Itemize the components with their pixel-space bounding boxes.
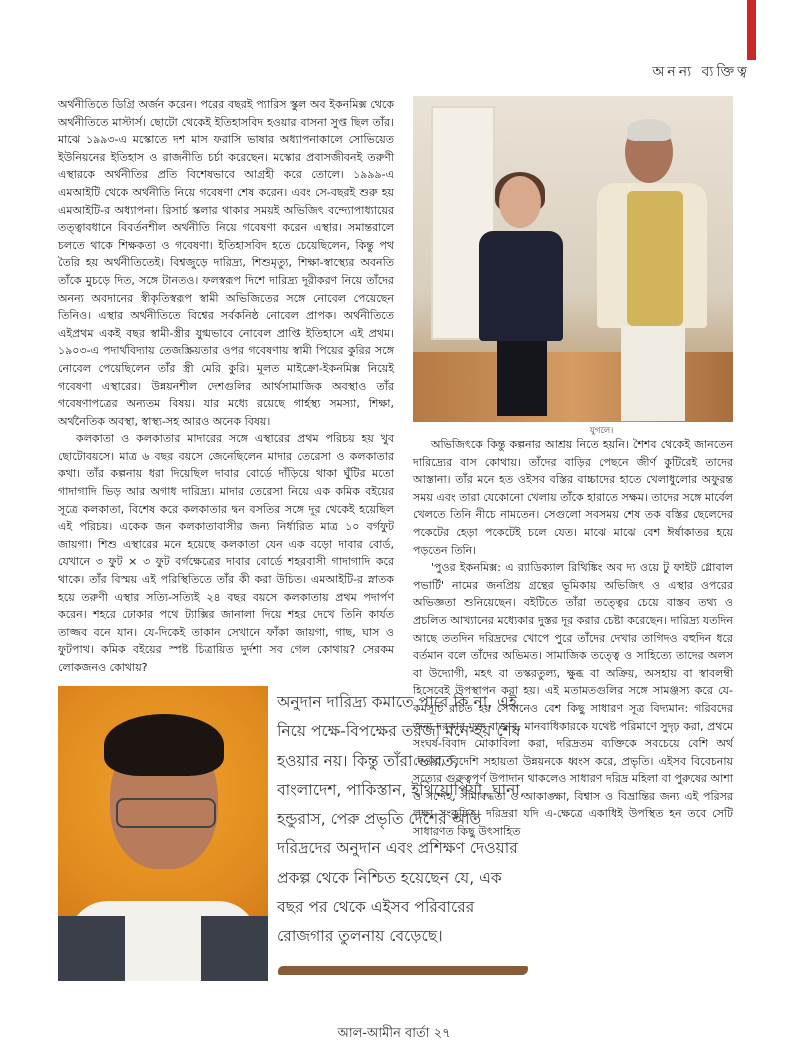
body-paragraph: অভিজিৎকে কিন্তু কল্পনার আশ্রয় নিতে হয়নি। শৈশব থেকেই জানতেন দারিদ্র্যের বাস কোথায়। তাঁদের বাড়ির পেছনে জীর্ণ কুটিরেই তাদের আস্তানা। তাঁর মনে হত ওইসব বস্তির বাচ্চাদের হাতে খেলাধুলোর অফুরন্ত সময় এবং তারা যেকোনো খেলায় তাঁকে হারাতে সক্ষম। তাদের সঙ্গে মার্বেল খেলতে তিনি নীচে নামতেন। সেগুলো সবসময় শেষ তক বস্তির ছেলেদের পকেটের হেড়া পকেটেই চলে যেত। মাঝে মাঝে বেশ ঈর্ষাকাতর হয়ে পড়তেন তিনি। — [413, 438, 733, 557]
brush-stroke-divider — [278, 966, 528, 975]
section-title: অনন্য ব্যক্তিত্ব — [652, 64, 750, 80]
portrait-photo — [58, 686, 268, 981]
pull-quote: অনুদান দারিদ্র্য কমাতে পারে কি না, এই নিয়ে পক্ষে-বিপক্ষের তরজা মনে হয় শেষ হওয়ার নয়। কিন্তু তাঁরা ভারত, বাংলাদেশ, পাকিস্তান, ইথিয়োপিয়া, ঘানা, হন্ডুরাস, পেরু প্রভৃতি দেশের অতি দরিদ্রদের অনুদান এবং প্রশিক্ষণ দেওয়ার প্রকল্প থেকে নিশ্চিত হয়েছেন যে, এক বছর পর থেকে এইসব পরিবারের রোজগার তুলনায় বেড়েছে। — [277, 693, 525, 946]
woman-figure — [473, 176, 568, 416]
body-paragraph: 'পুওর ইকনমিক্স: এ র‍্যাডিক্যাল রিথিঙ্কিং অব দ্য ওয়ে টু ফাইট গ্লোবাল পভার্টি' নামের জনপ্রিয় গ্রন্থের ভূমিকায় অভিজিৎ ও এস্থার ওপরের অভিজ্ঞতা শুনিয়েছেন। বইটিতে তাঁরা তত্ত্বের চেয়ে বাস্তব তথ্য ও প্রচলিত আখ্যানের মধ্যেকার দুস্তর দূর করার চেষ্টা করেছেন। দারিদ্র্য যতদিন আছে ততদিন দরিদ্রদের খোপে পুরে তাঁদের দেখার তাগিদও বহুদিন ধরে বর্তমান বলে তাঁদের অভিমত। সামাজিক তত্ত্বে ও সাহিত্যে তাদের অলস বা উদ্যোগী, মহৎ বা তস্করতুল্য, ক্ষুব্ধ বা অক্রিয়, অসহায় বা স্বাবলম্বী হিসেবেই উপস্থাপন করা হয়। এই মতামতগুলির সঙ্গে সামঞ্জস্য করে যে-কর্মসূচি রচিত হয় সেখানেও বেশ কিছু সাধারণ সূত্র বিদ্যমান: গরিবদের জন্য দরকার মুক্ত বাজার, মানবাধিকারকে যথেষ্ট পরিমাণে সুদৃঢ় করা, প্রথমে সংঘর্ষ-বিবাদ মোকাবিলা করা, দরিদ্রতম ব্যক্তিকে সবচেয়ে বেশি অর্থ দেওয়া, বিদেশি সহায়তা উন্নয়নকে ধ্বংস করে, প্রভৃতি। এইসব বিবেচনায় সত্যের গুরুত্বপূর্ণ উপাদান থাকলেও সাধারণ দরিদ্র মহিলা বা পুরুষের আশা ও সন্দেহ, সীমাবদ্ধতা ও আকাঙ্ক্ষা, বিশ্বাস ও বিভ্রান্তির জন্য এই পরিসর লক্ষ্য সংকুচিত। দরিদ্ররা যদি এ-ক্ষেত্রে একাধিই উপস্থিত হন তবে সেটি সাধারণত কিছু উৎসাহিত — [413, 561, 733, 839]
body-paragraph: অর্থনীতিতে ডিগ্রি অর্জন করেন। পরের বছরই প্যারিস স্কুল অব ইকনমিক্স থেকে অর্থনীতিতে মাস্টার্স। ছোটো থেকেই ইতিহাসবিদ হওয়ার বাসনা সুপ্ত ছিল তাঁর। মাঝে ১৯৯৩-এ মস্কোতে দশ মাস ফরাসি ভাষার অধ্যাপনাকালে সোভিয়েত ইউনিয়নের ইতিহাস ও রাজনীতি চর্চা করেছেন। মস্কোর প্রবাসজীবনই তরুণী এস্থারকে অর্থনীতির প্রতি বিশেষভাবে আগ্রহী করে তোলে। ১৯৯৯-এ এমআইটি থেকে অর্থনীতি নিয়ে গবেষণা শেষ করেন। এবং সে-বছরই শুরু হয় এমআইটি-র অধ্যাপনা। রিসার্চ স্কলার থাকার সময়ই অভিজিৎ বন্দ্যোপাধ্যায়ের তত্ত্বাবধানে বিবর্তনশীল অর্থনীতি নিয়ে গবেষণা করেন এস্থার। সমান্তরালে চলতে থাকে শিক্ষকতা ও গবেষণা। ইতিহাসবিদ হতে চেয়েছিলেন, কিন্তু পথ তৈরি হয় অর্থনীতিতেই। বিশ্বজুড়ে দারিদ্র্য, শিশুমৃত্যু, শিক্ষা-স্বাস্থ্যের অবনতি তাঁকে মুচড়ে দিত, সঙ্গে টানতও। ফলস্বরূপ দিশে দারিদ্র্য দূরীকরণ নিয়ে তাঁদের অনন্য অবদানের স্বীকৃতিস্বরূপ স্বামী অভিজিতের সঙ্গে নোবেল পেয়েছেন তিনিও। এস্থার অর্থনীতিতে বিশ্বের সর্বকনিষ্ঠ নোবেল প্রাপক। অর্থনীতিতে এইপ্রথম একই বছর স্বামী-স্ত্রীর যুগ্মভাবে নোবেল প্রাপ্তি ইতিহাসে এই প্রথম। ১৯০৩-এ পদার্থবিদ্যায় তেজস্ক্রিয়তার ওপর গবেষণায় স্বামী পিয়ের কুরির সঙ্গে নোবেল পেয়েছিলেন তাঁর স্ত্রী মেরি কুরি। মূলত মাইক্রো-ইকনমিক্স নিয়েই গবেষণা এস্থারের। উন্নয়নশীল দেশগুলির আর্থসামাজিক অবস্থাও তাঁর গবেষণাপত্রের অন্যতম বিষয়। যার মধ্যে রয়েছে গার্হস্থ্য সমস্যা, শিক্ষা, অর্থনৈতিক অবস্থা, স্বাস্থ্য-সহ আরও অনেক বিষয়। — [58, 98, 394, 428]
photo-caption: যুগলে। — [590, 426, 614, 436]
body-paragraph: কলকাতা ও কলকাতার মাদারের সঙ্গে এস্থারের প্রথম পরিচয় হয় খুব ছোটোবয়সে। মাত্র ৬ বছর বয়সে জেনেছিলেন মাদার তেরেসা ও কলকাতার কথা। তাঁর কল্পনায় ধরা দিয়েছিল দাবার বোর্ডে দাঁড়িয়ে থাকা ঘুঁটির মতো গাদাগাদি ভিড় আর অগাধ দারিদ্র্য। মাদার তেরেসা নিয়ে এক কমিক বইয়ের সূত্রে কলকাতা, বিশেষ করে কলকাতার দ্বন বসতির সঙ্গে দূর থেকেই হয়েছিল এই পরিচয়। একেক জন কলকাতাবাসীর জন্য নির্ধারিত মাত্র ১০ বর্গফুট জায়গা। শিশু এস্থারের মনে হয়েছে কলকাতা যেন এক বড়ো দাবার বোর্ড, যেখানে ৩ ফুট × ৩ ফুট বর্গক্ষেত্রের দাবার বোর্ডে শহরবাসী গাদাগাদি করে থাকে। তাঁর বিস্ময় এই পরিস্থিতিতে তাঁর কী করা উচিত। এমআইটি-র স্নাতক হয়ে তরুণী এস্থার সত্যি-সত্যিই ২৪ বছর বয়সে কলকাতায় প্রথম পদার্পণ করেন। শহরে ঢোকার পথে ট্যাক্সির জানালা দিয়ে শহর দেখে তিনি কার্যত তাজ্জব বনে যান। যে-দিকেই তাকান সেখানে ফাঁকা জায়গা, গাছ, ঘাস ও ফুটপাথ। কমিক বইয়ের স্পষ্ট চিত্রায়িত দুর্দশা সব গেল কোথায়? সেরকম লোকজনও কোথায়? — [58, 432, 394, 674]
glasses — [116, 798, 216, 828]
man-figure — [583, 121, 723, 421]
page-footer: আল-আমীন বার্তা ২৭ — [337, 1026, 451, 1041]
left-column — [58, 96, 394, 677]
accent-bar — [747, 0, 756, 60]
couple-photo — [413, 96, 733, 422]
